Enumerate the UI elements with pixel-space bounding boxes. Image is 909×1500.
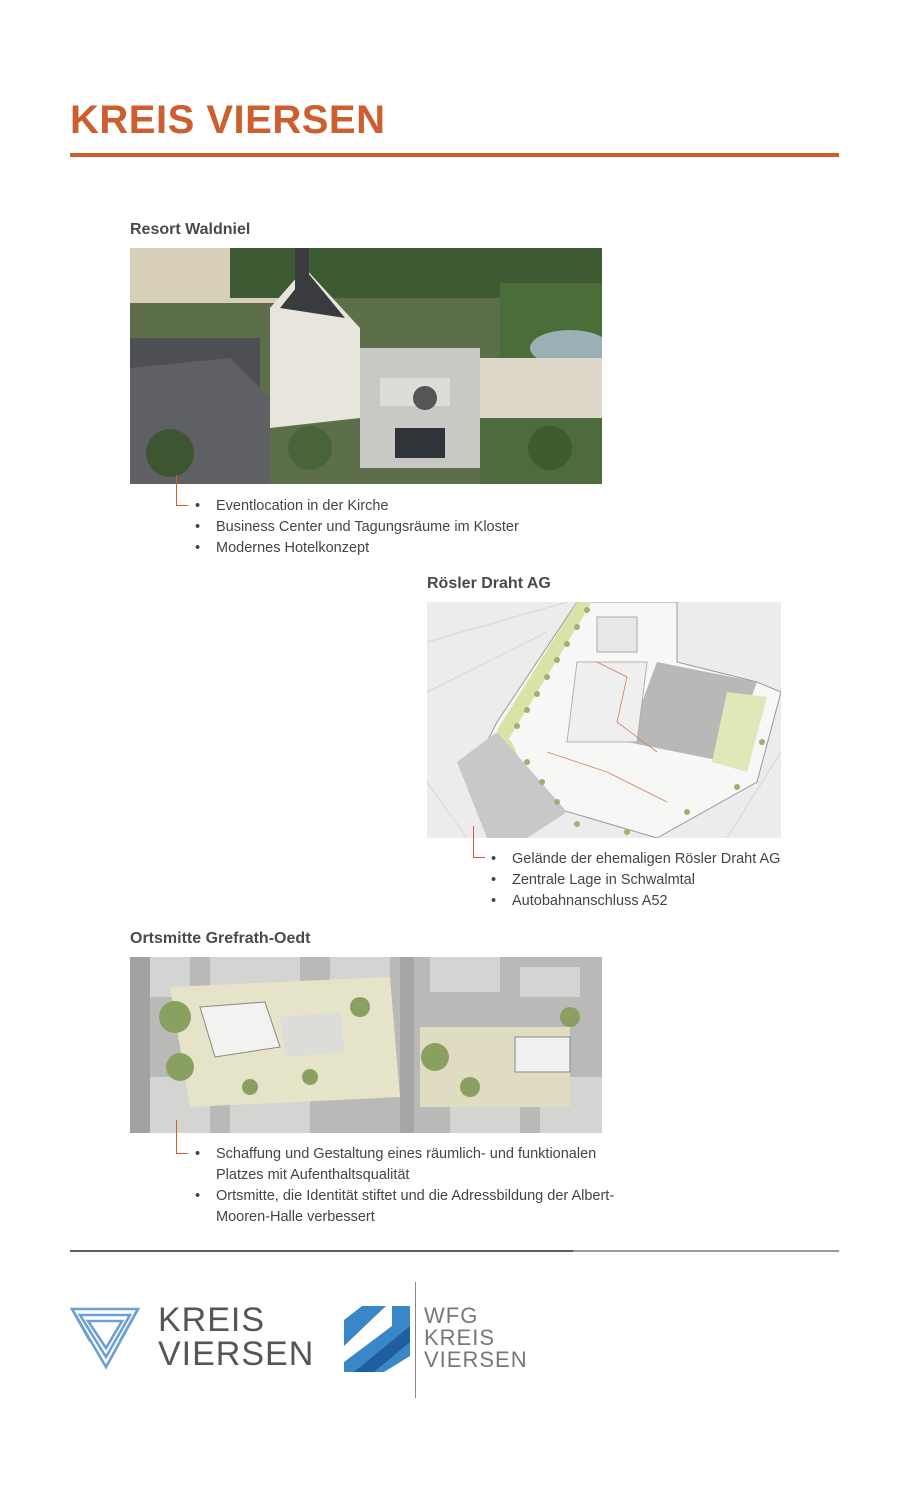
kreis-viersen-logo-text: [158, 1303, 314, 1371]
list-item: • Eventlocation in der Kirche: [195, 496, 519, 517]
footer-rule-accent: [70, 1250, 573, 1252]
logo-text-line: WFG: [424, 1303, 479, 1328]
logo-text-line: VIERSEN: [424, 1347, 528, 1372]
list-item: • Ortsmitte, die Identität stiftet und die Adressbildung der Albert-Mooren-Halle verbessert: [195, 1186, 625, 1228]
wfg-logo-icon: [344, 1306, 410, 1372]
grefrath-connector: [176, 1120, 188, 1154]
grefrath-bullet-list: [195, 1144, 625, 1228]
kreis-viersen-logo-icon: [70, 1305, 140, 1370]
list-item: • Business Center und Tagungsräume im Kloster: [195, 517, 519, 538]
logo-text-line: KREIS: [424, 1325, 496, 1350]
wfg-logo-text: [424, 1305, 528, 1371]
section-heading-resort: Resort Waldniel: [130, 221, 251, 238]
list-item: • Schaffung und Gestaltung eines räumlich- und funktionalen Platzes mit Aufenthaltsqualität: [195, 1144, 625, 1186]
list-item: • Modernes Hotelkonzept: [195, 538, 519, 559]
page-title: KREIS VIERSEN: [70, 98, 386, 142]
roesler-site-plan-image: [427, 602, 781, 838]
wfg-logo-divider: [415, 1282, 416, 1398]
roesler-connector: [473, 826, 485, 858]
list-item: • Gelände der ehemaligen Rösler Draht AG: [491, 849, 780, 870]
roesler-bullet-list: [491, 849, 780, 912]
logo-text-line: KREIS: [158, 1301, 266, 1339]
title-rule: [70, 153, 839, 157]
resort-aerial-image: [130, 248, 602, 484]
grefrath-aerial-plan-image: [130, 957, 602, 1133]
list-item: • Autobahnanschluss A52: [491, 891, 780, 912]
logo-text-line: VIERSEN: [158, 1335, 315, 1373]
section-heading-grefrath: Ortsmitte Grefrath-Oedt: [130, 930, 311, 947]
resort-connector: [176, 475, 188, 506]
resort-bullet-list: [195, 496, 519, 559]
list-item: • Zentrale Lage in Schwalmtal: [491, 870, 780, 891]
section-heading-roesler: Rösler Draht AG: [427, 575, 551, 592]
